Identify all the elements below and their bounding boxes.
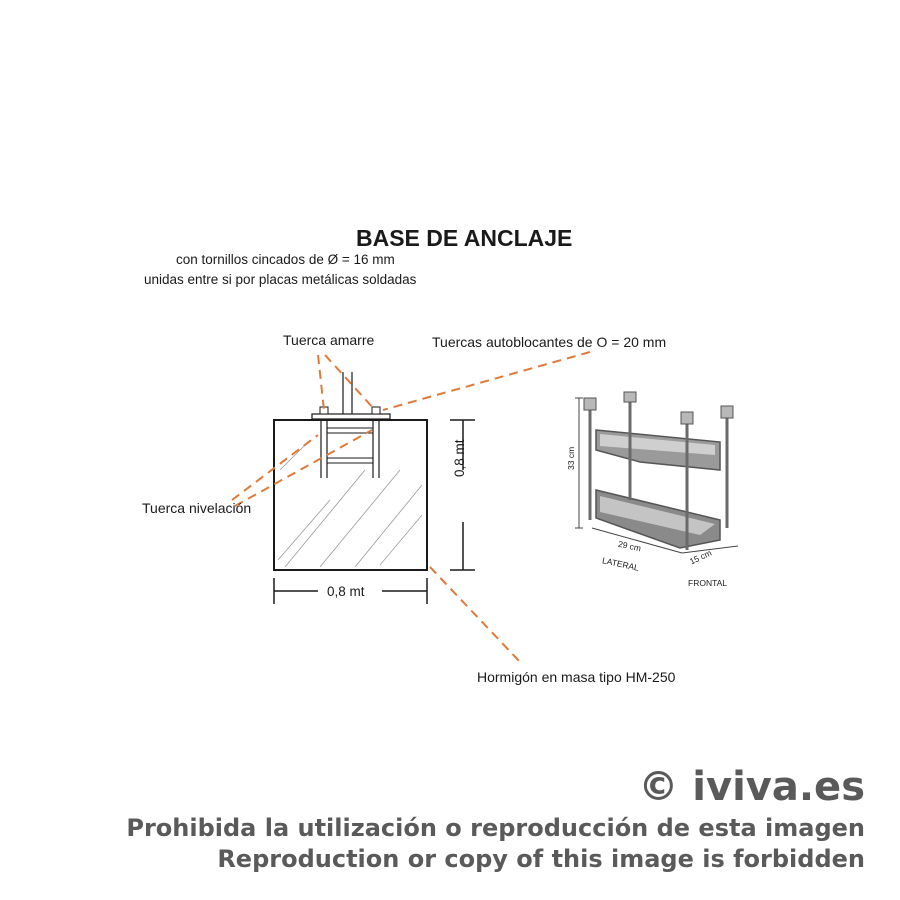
watermark-line-es: Prohibida la utilización o reproducción de esta imagen [126, 814, 865, 842]
leader-lines [232, 352, 590, 662]
photo-length-label: 29 cm [617, 538, 642, 554]
dimension-width-label: 0,8 mt [327, 584, 365, 599]
dimension-height-label: 0,8 mt [452, 439, 467, 477]
subtitle-line-2: unidas entre si por placas metálicas soldadas [144, 272, 417, 287]
label-tuerca-amarre: Tuerca amarre [283, 332, 375, 348]
watermark-copyright: © iviva.es [638, 764, 865, 810]
concrete-hatch [278, 440, 422, 567]
watermark-line-en: Reproduction or copy of this image is forbidden [217, 845, 865, 873]
label-hormigon: Hormigón en masa tipo HM-250 [477, 669, 676, 685]
anchor-cage [312, 372, 390, 478]
concrete-block [274, 420, 427, 570]
label-tuerca-nivelacion: Tuerca nivelación [142, 500, 252, 516]
anchor-frame-photo [575, 392, 738, 553]
photo-frontal-label: FRONTAL [688, 578, 728, 588]
photo-height-label: 33 cm [566, 446, 576, 470]
label-tuercas-autoblocantes: Tuercas autoblocantes de O = 20 mm [432, 334, 667, 350]
diagram-title: BASE DE ANCLAJE [356, 225, 573, 251]
subtitle-line-1: con tornillos cincados de Ø = 16 mm [176, 252, 395, 267]
photo-depth-label: 15 cm [687, 547, 714, 567]
photo-lateral-label: LATERAL [601, 555, 640, 573]
